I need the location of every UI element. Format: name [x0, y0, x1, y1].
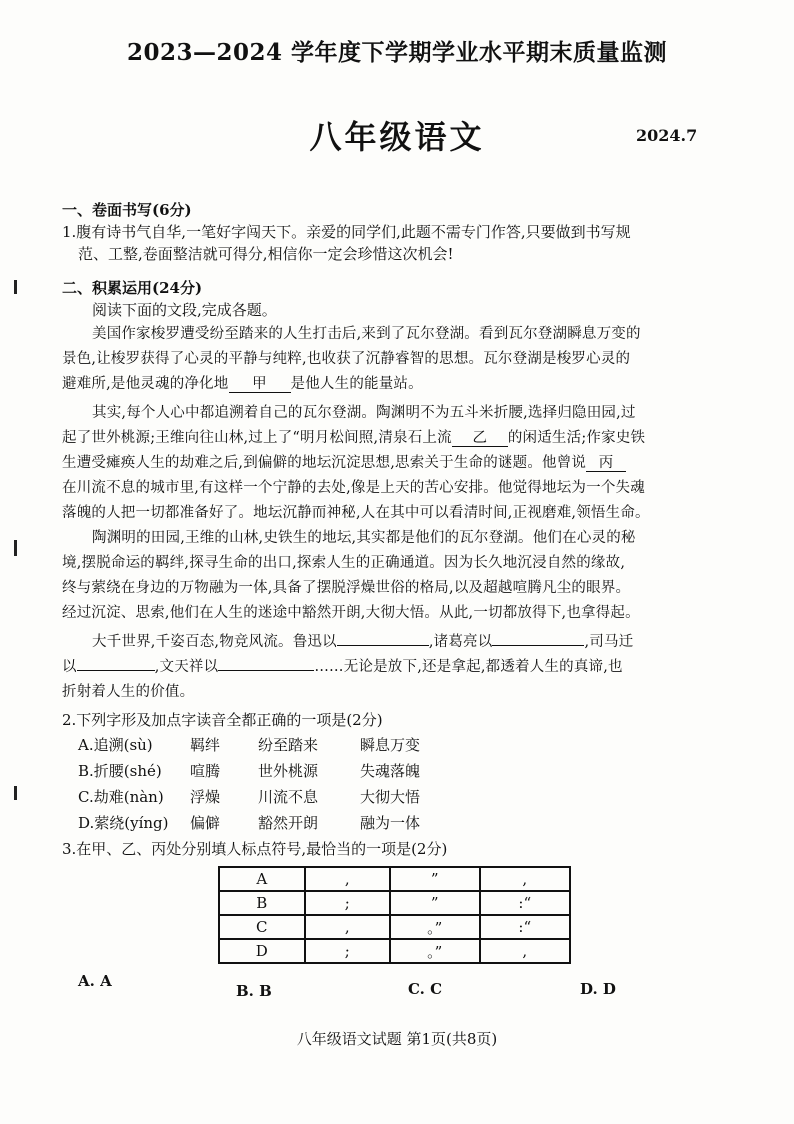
passage-text: 起了世外桃源;王维向往山林,过上了“明月松间照,清泉石上流 [62, 430, 452, 446]
passage-line: 在川流不息的城市里,有这样一个宁静的去处,像是上天的苦心安排。他觉得地坛为一个失魂 [62, 480, 645, 496]
passage-text: ,司马迁 [584, 634, 634, 650]
option-word: 偏僻 [190, 814, 221, 832]
punctuation-table [218, 866, 571, 964]
option-word: 纷至踏来 [258, 736, 319, 754]
option-word: 浮燥 [190, 788, 221, 806]
table-cell: B [219, 891, 305, 915]
q2-stem: 2.下列字形及加点字读音全都正确的一项是(2分) [62, 711, 383, 729]
q3-choice-a: A. A [78, 972, 112, 990]
table-cell: , [480, 867, 570, 891]
passage-text: 的闲适生活;作家史铁 [507, 430, 646, 446]
option-word: 羁绊 [190, 736, 221, 754]
option-word: 世外桃源 [258, 762, 319, 780]
passage-text: ,文天祥以 [154, 659, 219, 675]
passage-line [92, 632, 762, 652]
option-word: 瞬息万变 [360, 736, 421, 754]
binding-mark [14, 280, 17, 294]
q3-choice-d: D. D [580, 980, 616, 998]
passage-line [62, 657, 732, 677]
table-cell: ” [390, 891, 480, 915]
page-footer: 八年级语文试题 第1页(共8页) [296, 1030, 498, 1048]
section2-heading: 二、积累运用(24分) [62, 279, 203, 297]
option-label: A.追溯(sù) [78, 736, 153, 754]
passage-line: 其实,每个人心中都追溯着自己的瓦尔登湖。陶渊明不为五斗米折腰,选择归隐田园,过 [92, 405, 636, 421]
passage-text: 是他人生的能量站。 [290, 376, 423, 392]
table-cell: , [305, 867, 390, 891]
passage-line [62, 428, 732, 448]
passage-line [62, 374, 732, 394]
q3-choice-c: C. C [408, 980, 443, 998]
answer-blank [218, 670, 314, 671]
table-cell: ” [390, 867, 480, 891]
passage-text: 以 [62, 659, 77, 675]
option-word: 川流不息 [258, 788, 319, 806]
table-cell: ; [305, 891, 390, 915]
passage-intro: 阅读下面的文段,完成各题。 [92, 301, 277, 319]
option-label: B.折腰(shé) [78, 762, 162, 780]
passage-line: 落魄的人把一切都准备好了。地坛沉静而神秘,人在其中可以看清时间,正视磨难,领悟生命。 [62, 505, 650, 521]
passage-text: 大千世界,千姿百态,物竞风流。鲁迅以 [92, 634, 337, 650]
q1-text-line1: 1.腹有诗书气自华,一笔好字闯天下。亲爱的同学们,此题不需专门作答,只要做到书写规 [62, 223, 631, 241]
passage-text: 避难所,是他灵魂的净化地 [62, 376, 229, 392]
passage-line: 终与萦绕在身边的万物融为一体,具备了摆脱浮燥世俗的格局,以及超越喧腾凡尘的眼界。 [62, 580, 631, 596]
blank-bing: 丙 [586, 455, 626, 472]
exam-title-top: 2023—2024 学年度下学期学业水平期末质量监测 [126, 39, 668, 66]
table-cell: , [305, 915, 390, 939]
table-row [219, 891, 570, 915]
answer-blank [77, 670, 155, 671]
table-row [219, 915, 570, 939]
passage-line: 景色,让梭罗获得了心灵的平静与纯粹,也收获了沉静睿智的思想。瓦尔登湖是梭罗心灵的 [62, 351, 631, 367]
passage-line: 陶渊明的田园,王维的山林,史铁生的地坛,其实都是他们的瓦尔登湖。他们在心灵的秘 [92, 530, 636, 546]
exam-title-main: 八年级语文 [309, 118, 485, 156]
option-word: 融为一体 [360, 814, 421, 832]
passage-text: ,诸葛亮以 [428, 634, 493, 650]
table-row [219, 939, 570, 963]
passage-line: 经过沉淀、思索,他们在人生的迷途中豁然开朗,大彻大悟。从此,一切都放得下,也拿得起。 [62, 605, 640, 621]
table-row [219, 867, 570, 891]
table-cell: :“ [480, 915, 570, 939]
table-cell: :“ [480, 891, 570, 915]
passage-line: 美国作家梭罗遭受纷至踏来的人生打击后,来到了瓦尔登湖。看到瓦尔登湖瞬息万变的 [92, 326, 641, 342]
blank-jia: 甲 [229, 376, 291, 393]
passage-line: 折射着人生的价值。 [62, 684, 195, 700]
table-cell: 。” [390, 939, 480, 963]
option-word: 失魂落魄 [360, 762, 421, 780]
option-word: 大彻大悟 [360, 788, 421, 806]
table-cell: A [219, 867, 305, 891]
table-cell: D [219, 939, 305, 963]
q3-choice-b: B. B [236, 982, 272, 1000]
table-cell: ; [305, 939, 390, 963]
q1-text-line2: 范、工整,卷面整洁就可得分,相信你一定会珍惜这次机会! [78, 245, 454, 263]
binding-mark [14, 786, 17, 800]
passage-line: 境,摆脱命运的羁绊,探寻生命的出口,探索人生的正确通道。因为长久地沉浸自然的缘故, [62, 555, 626, 571]
option-word: 喧腾 [190, 762, 221, 780]
table-cell: , [480, 939, 570, 963]
passage-text: 生遭受瘫痪人生的劫难之后,到偏僻的地坛沉淀思想,思索关于生命的谜题。他曾说 [62, 455, 587, 471]
q3-stem: 3.在甲、乙、丙处分别填人标点符号,最恰当的一项是(2分) [62, 840, 448, 858]
exam-date: 2024.7 [636, 126, 698, 145]
option-label: D.萦绕(yíng) [78, 814, 169, 832]
table-cell: C [219, 915, 305, 939]
table-cell: 。” [390, 915, 480, 939]
passage-line [62, 453, 732, 473]
binding-mark [14, 540, 17, 556]
answer-blank [337, 645, 429, 646]
section1-heading: 一、卷面书写(6分) [62, 201, 192, 219]
answer-blank [492, 645, 584, 646]
blank-yi: 乙 [452, 430, 508, 447]
option-label: C.劫难(nàn) [78, 788, 164, 806]
passage-text: ……无论是放下,还是拿起,都透着人生的真谛,也 [314, 659, 623, 675]
option-word: 豁然开朗 [258, 814, 319, 832]
